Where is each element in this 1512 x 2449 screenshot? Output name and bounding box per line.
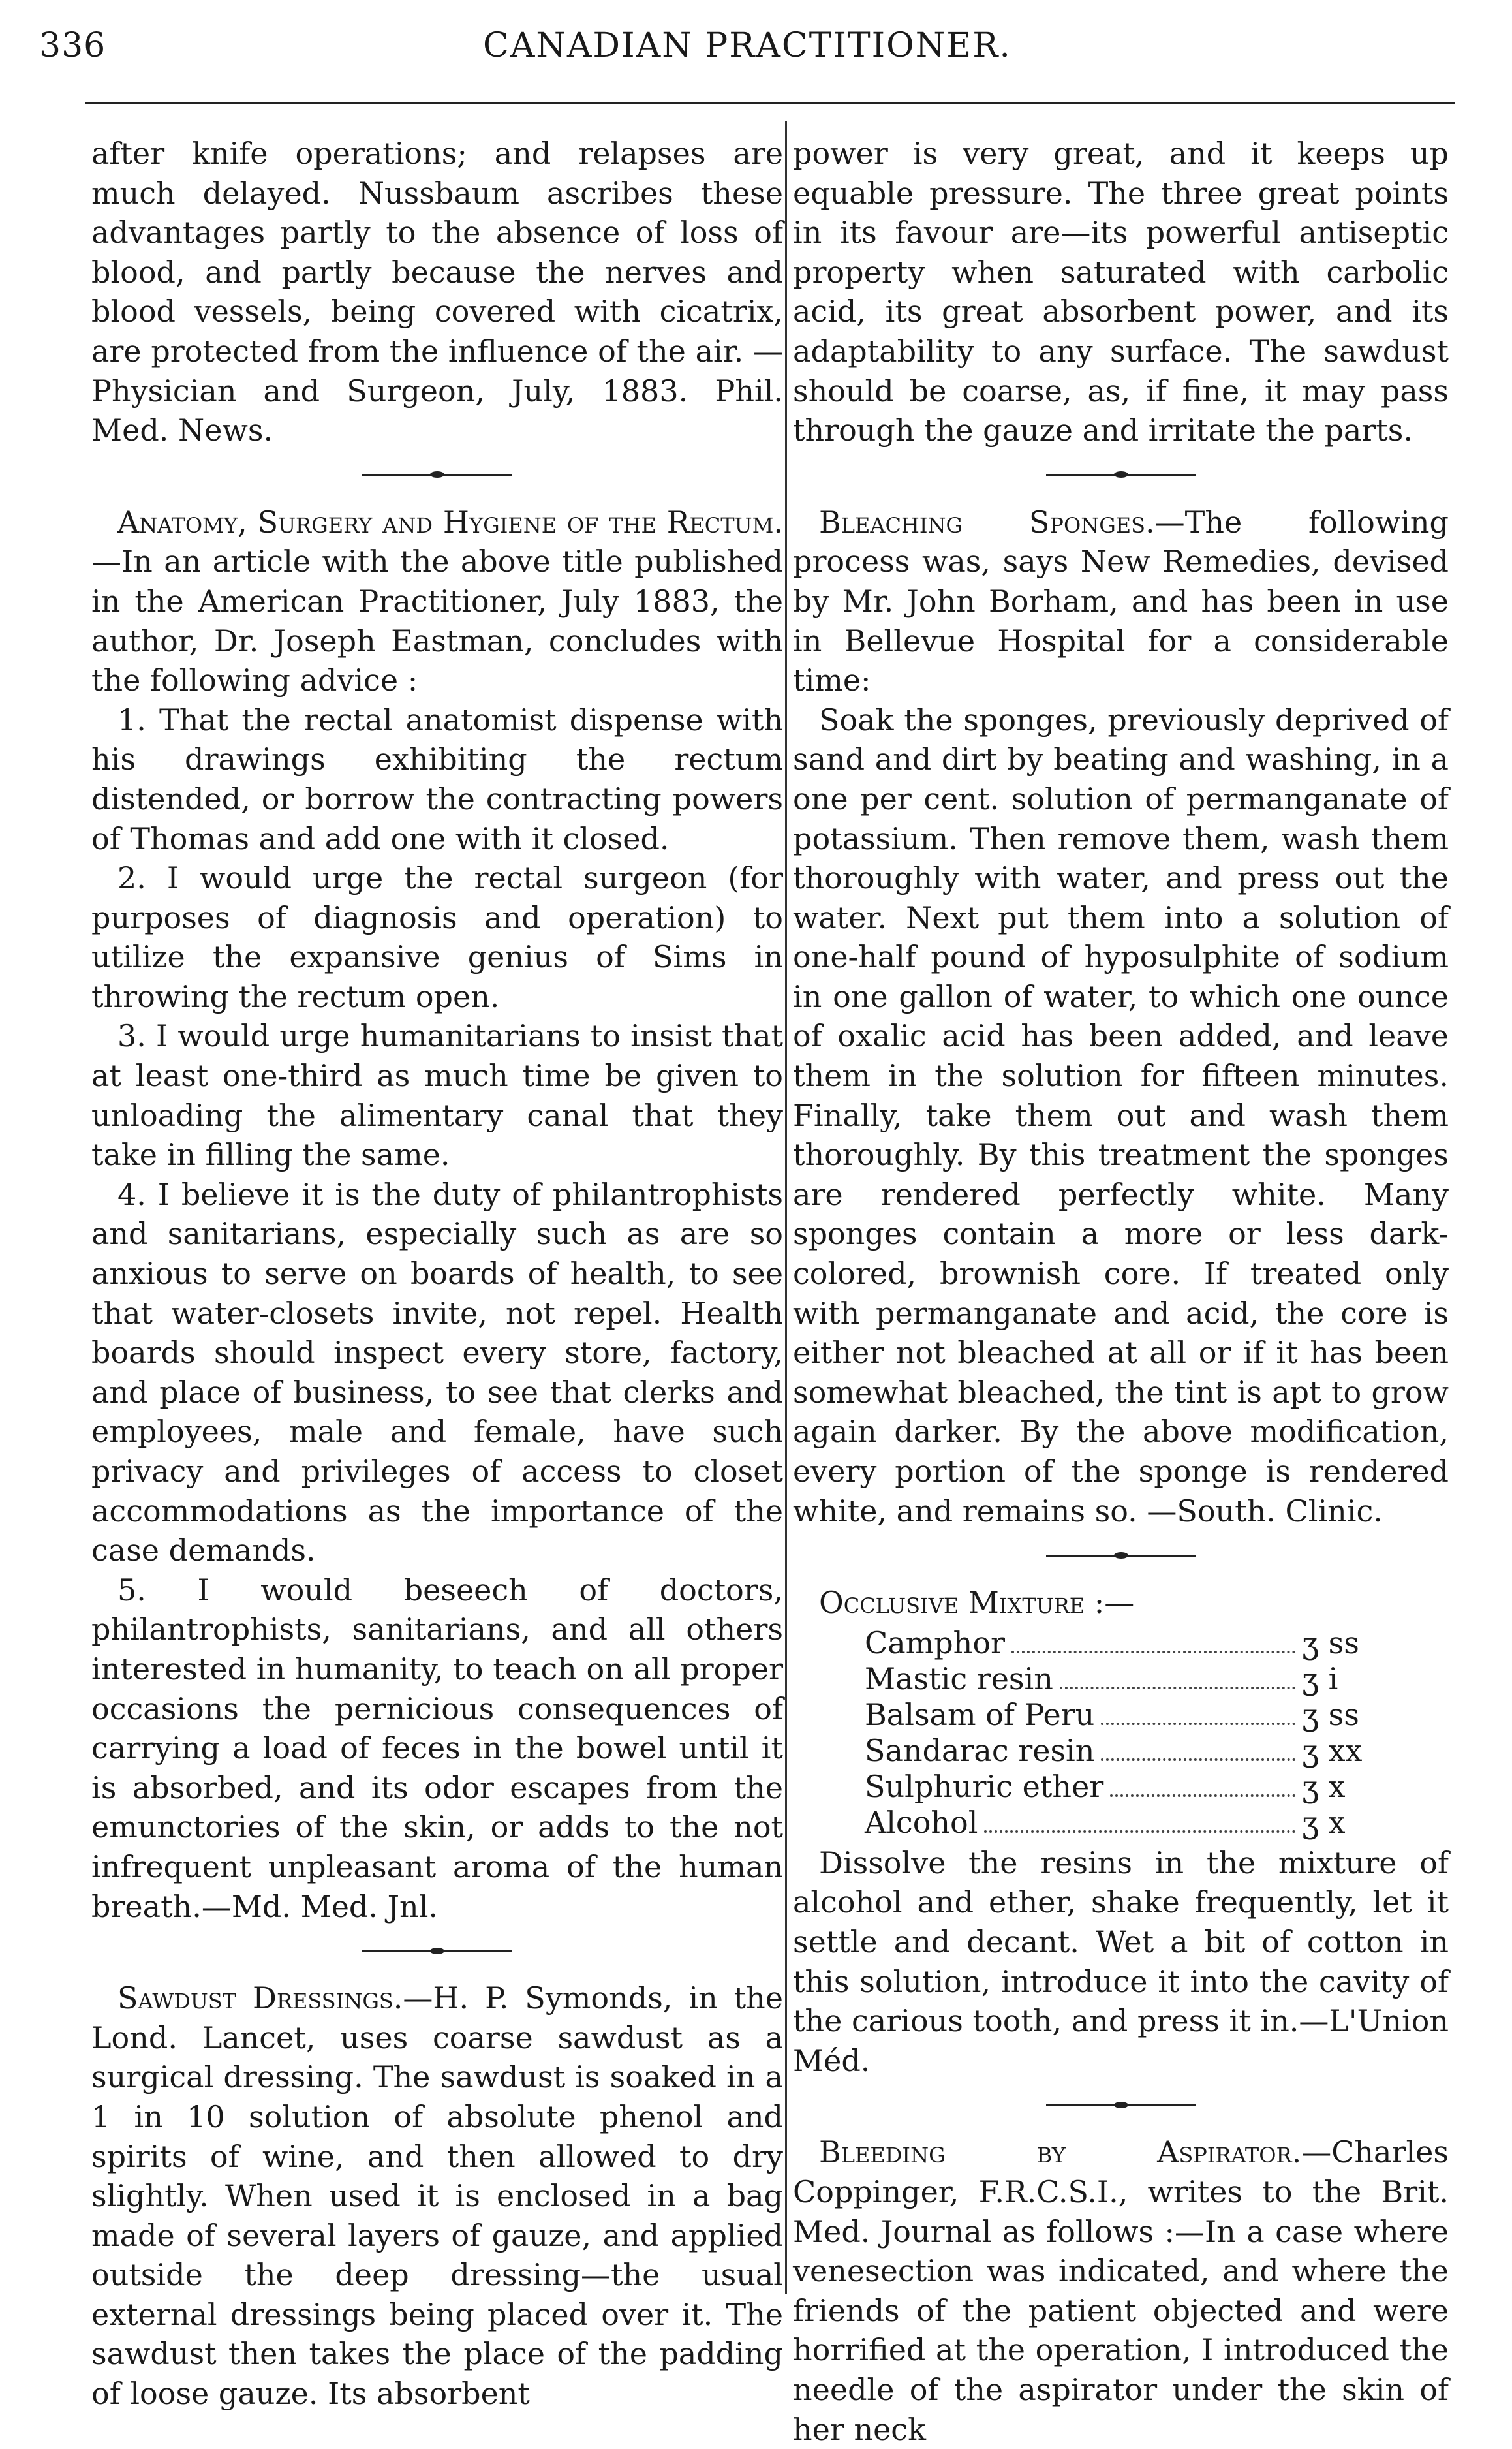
- advice-item-1: 1. That the rectal anatomist dispense with his drawings exhibiting the rectum distended, or borrow the contracting powers of Thomas and add one with it closed.: [91, 702, 783, 856]
- article-intro-anatomy: —In an article with the above title published in the American Practitioner, July 1883, the author, Dr. Joseph Eastman, concludes with the following advice :: [91, 544, 783, 698]
- section-separator: [793, 462, 1449, 488]
- advice-item-4: 4. I believe it is the duty of philantrophists and sanitarians, especially such as are so anxious to serve on boards of health, to see that water-closets invite, not repel. Health boards should inspect every store, factory, and place of business, to see that clerks and employees, male and female, have such privacy and privileges of access to closet accommodations as the importance of the case demands.: [91, 1176, 783, 1568]
- section-separator: [91, 1938, 783, 1964]
- recipe-row: [865, 1769, 1387, 1805]
- article-sawdust: [91, 1978, 783, 2414]
- leader-dots: [1110, 1794, 1295, 1797]
- recipe-row: [865, 1805, 1387, 1841]
- section-separator: [793, 2092, 1449, 2118]
- article-text-sawdust: —H. P. Symonds, in the Lond. Lancet, uses coarse sawdust as a surgical dressing. The sawdust is soaked in a 1 in 10 solution of absolute phenol and spirits of wine, and then allowed to dry slightly. When used it is enclosed in a bag made of several layers of gauze, and applied outside the deep dressing—the usual external dressings being placed over it. The sawdust then takes the place of the padding of loose gauze. Its absorbent: [91, 1980, 783, 2412]
- recipe-ingredient: Sulphuric ether: [865, 1768, 1104, 1804]
- recipe-ingredient: Camphor: [865, 1625, 1005, 1661]
- recipe-row: [865, 1733, 1387, 1769]
- recipe-ingredient: Balsam of Peru: [865, 1696, 1095, 1732]
- recipe-quantity: ʒ ss: [1302, 1696, 1359, 1732]
- leader-dots: [1101, 1758, 1295, 1761]
- article-title-anatomy: Anatomy, Surgery and Hygiene of the Rectum.: [117, 504, 783, 540]
- article-text-bleeding: —Charles Coppinger, F.R.C.S.I., writes to the Brit. Med. Journal as follows :—In a case where venesection was indicated, and where the friends of the patient objected and were horrified at the operation, I introduced the needle of the aspirator under the skin of her neck: [793, 2134, 1449, 2447]
- column-divider: [785, 121, 787, 2294]
- section-separator: [793, 1542, 1449, 1568]
- recipe-quantity: ʒ i: [1302, 1661, 1338, 1696]
- recipe-quantity: ʒ xx: [1302, 1732, 1363, 1768]
- article-bleeding: [793, 2132, 1449, 2449]
- header-rule: [85, 102, 1455, 104]
- journal-title: CANADIAN PRACTITIONER.: [483, 26, 1011, 65]
- article-title-occlusive: Occlusive Mixture :—: [819, 1585, 1135, 1621]
- article-title-bleaching: Bleaching Sponges.: [819, 504, 1155, 540]
- recipe-ingredient: Alcohol: [865, 1804, 978, 1840]
- leader-dots: [1011, 1651, 1295, 1653]
- recipe-quantity: ʒ ss: [1302, 1625, 1359, 1661]
- advice-item-2: 2. I would urge the rectal surgeon (for purposes of diagnosis and operation) to utilize the expansive genius of Sims in throwing the rectum open.: [91, 860, 783, 1014]
- recipe-row: [865, 1625, 1387, 1661]
- page-header: [39, 26, 1455, 85]
- page-number: 336: [39, 26, 106, 65]
- article-title-bleeding: Bleeding by Aspirator.: [819, 2134, 1302, 2170]
- recipe-ingredient: Sandarac resin: [865, 1732, 1095, 1768]
- article-intro-bleaching: —The following process was, says New Remedies, devised by Mr. John Borham, and has been in use in Bellevue Hospital for a considerable time:: [793, 504, 1449, 698]
- article-text-occlusive: Dissolve the resins in the mixture of alcohol and ether, shake frequently, let it settle and decant. Wet a bit of cotton in this solution, introduce it into the cavity of the carious tooth, and press it in.—L'Union Méd.: [793, 1845, 1449, 2078]
- recipe-ingredient: Mastic resin: [865, 1661, 1053, 1696]
- left-column: [91, 134, 783, 2414]
- right-column: [793, 134, 1449, 2449]
- article-title-sawdust: Sawdust Dressings.: [117, 1980, 403, 2016]
- recipe-list: [865, 1625, 1387, 1841]
- recipe-quantity: ʒ x: [1302, 1804, 1346, 1840]
- leader-dots: [984, 1830, 1295, 1833]
- article-bleaching: [793, 503, 1449, 700]
- article-anatomy: [91, 503, 783, 700]
- recipe-row: [865, 1697, 1387, 1733]
- leader-dots: [1060, 1687, 1295, 1689]
- recipe-quantity: ʒ x: [1302, 1768, 1346, 1804]
- recipe-row: [865, 1661, 1387, 1697]
- article-text-bleaching: Soak the sponges, previously deprived of sand and dirt by beating and washing, in a one per cent. solution of permanganate of potassium. Then remove them, wash them thoroughly with water, and press out the water. Next put them into a solution of one-half pound of hyposulphite of sodium in one gallon of water, to which one ounce of oxalic acid has been added, and leave them in the solution for fifteen minutes. Finally, take them out and wash them thoroughly. By this treatment the sponges are rendered perfectly white. Many sponges contain a more or less dark-colored, brownish core. If treated only with permanganate and acid, the core is either not bleached at all or if it has been somewhat bleached, the tint is apt to grow again darker. By the above modification, every portion of the sponge is rendered white, and remains so. —South. Clinic.: [793, 702, 1449, 1529]
- paragraph-sawdust-continued: power is very great, and it keeps up equable pressure. The three great points in its favour are—its powerful antiseptic property when saturated with carbolic acid, its great absorbent power, and its adaptability to any surface. The sawdust should be coarse, as, if fine, it may pass through the gauze and irritate the parts.: [793, 136, 1449, 448]
- advice-item-3: 3. I would urge humanitarians to insist that at least one-third as much time be given to unloading the alimentary canal that they take in filling the same.: [91, 1018, 783, 1173]
- leader-dots: [1101, 1723, 1295, 1725]
- advice-item-5: 5. I would beseech of doctors, philantrophists, sanitarians, and all others interested in humanity, to teach on all proper occasions the pernicious consequences of carrying a load of feces in the bowel until it is absorbed, and its odor escapes from the emunctories of the skin, or adds to the not infrequent unpleasant aroma of the human breath.—Md. Med. Jnl.: [91, 1572, 783, 1924]
- section-separator: [91, 462, 783, 488]
- paragraph-nussbaum: after knife operations; and relapses are much delayed. Nussbaum ascribes these advantages partly to the absence of loss of blood, and partly because the nerves and blood vessels, being covered with cicatrix, are protected from the influence of the air. —Physician and Surgeon, July, 1883. Phil. Med. News.: [91, 136, 783, 448]
